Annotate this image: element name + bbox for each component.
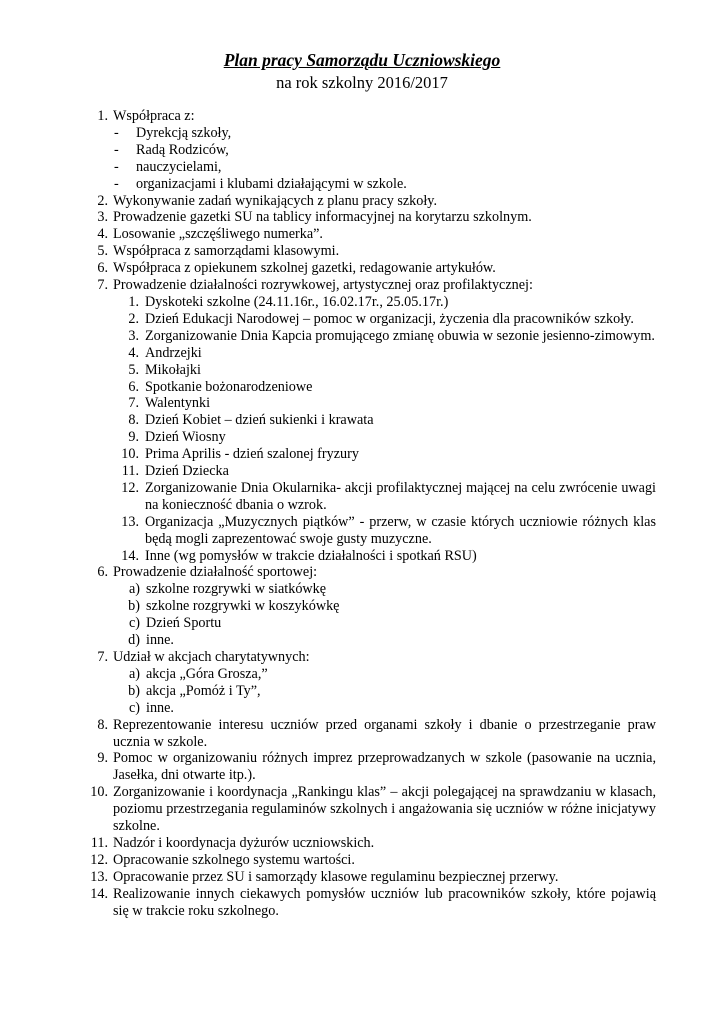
list-item-text: akcja „Pomóż i Ty”, bbox=[146, 682, 261, 699]
list-item bbox=[0, 632, 724, 649]
list-item-text: Udział w akcjach charytatywnych: bbox=[113, 649, 310, 665]
list-number: 1. bbox=[128, 293, 139, 310]
list-item bbox=[0, 835, 724, 852]
list-item-text: Inne (wg pomysłów w trakcie działalności i spotkań RSU) bbox=[145, 547, 477, 564]
list-item-text: Reprezentowanie interesu uczniów przed organami szkoły i dbanie o przestrzeganie praw ucznia w szkole. bbox=[113, 716, 656, 750]
list-item-text: Andrzejki bbox=[145, 344, 202, 361]
list-item-text: Opracowanie szkolnego systemu wartości. bbox=[113, 851, 355, 868]
list-item bbox=[0, 260, 724, 277]
list-item-text: Mikołajki bbox=[145, 361, 201, 378]
list-number: 6. bbox=[97, 260, 108, 277]
list-number: 8. bbox=[97, 716, 108, 733]
list-number: 9. bbox=[97, 750, 108, 767]
list-item bbox=[0, 514, 724, 548]
list-item-text: Radą Rodziców, bbox=[136, 141, 229, 158]
list-item bbox=[0, 700, 724, 717]
list-item-text: Pomoc w organizowaniu różnych imprez przeprowadzanych w szkole (pasowanie na ucznia, Jasełka, dni otwarte itp.). bbox=[113, 750, 656, 784]
list-item bbox=[0, 345, 724, 362]
list-item-text: Współpraca z opiekunem szkolnej gazetki, redagowanie artykułów. bbox=[113, 260, 496, 277]
list-item bbox=[0, 598, 724, 615]
list-item bbox=[0, 328, 724, 345]
list-item-text: Dzień Sportu bbox=[146, 615, 222, 632]
list-item bbox=[0, 852, 724, 869]
list-item-text: Organizacja „Muzycznych piątków” - przerw, w czasie których uczniowie różnych klas będą mogli zaprezentować swoje gusty muzyczne. bbox=[145, 513, 656, 547]
list-item-text: Dzień Edukacji Narodowej – pomoc w organizacji, życzenia dla pracowników szkoły. bbox=[145, 310, 634, 327]
list-item-text: Dzień Dziecka bbox=[145, 463, 229, 480]
plan-list bbox=[0, 108, 724, 920]
page-title: Plan pracy Samorządu Uczniowskiego bbox=[223, 50, 501, 70]
list-item bbox=[0, 548, 724, 565]
list-item-text: Opracowanie przez SU i samorządy klasowe regulaminu bezpiecznej przerwy. bbox=[113, 868, 559, 885]
list-number: 13. bbox=[121, 513, 139, 530]
list-number: 14. bbox=[121, 547, 139, 564]
list-number: 5. bbox=[128, 361, 139, 378]
list-item bbox=[0, 750, 724, 784]
list-item-text: inne. bbox=[146, 632, 174, 649]
list-item bbox=[0, 666, 724, 683]
list-item bbox=[0, 581, 724, 598]
list-item bbox=[0, 226, 724, 243]
list-number: 4. bbox=[128, 344, 139, 361]
list-number: 10. bbox=[90, 784, 108, 801]
list-number: 12. bbox=[90, 851, 108, 868]
list-number: 6. bbox=[128, 378, 139, 395]
list-number: 14. bbox=[90, 885, 108, 902]
list-bullet: - bbox=[114, 124, 119, 141]
list-item bbox=[0, 294, 724, 311]
list-item bbox=[0, 379, 724, 396]
list-number: 9. bbox=[128, 429, 139, 446]
list-item-text: Prowadzenie gazetki SU na tablicy informacyjnej na korytarzu szkolnym. bbox=[113, 209, 532, 226]
list-item bbox=[0, 159, 724, 176]
list-number: d) bbox=[128, 632, 140, 649]
list-item-text: Współpraca z: bbox=[113, 108, 195, 124]
list-item bbox=[0, 311, 724, 328]
list-item bbox=[0, 125, 724, 142]
list-number: 12. bbox=[121, 479, 139, 496]
list-item-text: Zorganizowanie i koordynacja „Rankingu klas” – akcji polegającej na sprawdzaniu w klasach, poziomu przestrzegania regulaminów szkolnych i angażowania się uczniów w różne inicjatywy szkolne. bbox=[113, 784, 656, 835]
list-item bbox=[0, 564, 724, 581]
list-number: 2. bbox=[128, 310, 139, 327]
list-item-text: Walentynki bbox=[145, 395, 211, 412]
list-item bbox=[0, 446, 724, 463]
list-item bbox=[0, 362, 724, 379]
list-item-text: Dzień Kobiet – dzień sukienki i krawata bbox=[145, 412, 374, 429]
list-item bbox=[0, 243, 724, 260]
list-item bbox=[0, 480, 724, 514]
list-number: 3. bbox=[97, 209, 108, 226]
list-item bbox=[0, 395, 724, 412]
list-item-text: Prowadzenie działalność sportowej: bbox=[113, 564, 318, 581]
list-number: 6. bbox=[97, 564, 108, 581]
list-item-text: organizacjami i klubami działającymi w szkole. bbox=[136, 175, 407, 192]
list-item-text: nauczycielami, bbox=[136, 158, 222, 175]
list-item bbox=[0, 277, 724, 294]
list-item-text: Dzień Wiosny bbox=[145, 429, 226, 446]
list-number: 1. bbox=[97, 108, 108, 124]
list-item bbox=[0, 108, 724, 125]
list-item bbox=[0, 142, 724, 159]
list-item bbox=[0, 886, 724, 920]
list-item-text: Dyrekcją szkoły, bbox=[136, 124, 232, 141]
list-number: 4. bbox=[97, 226, 108, 243]
list-bullet: - bbox=[114, 158, 119, 175]
list-item-text: Współpraca z samorządami klasowymi. bbox=[113, 243, 340, 260]
list-item-text: szkolne rozgrywki w koszykówkę bbox=[146, 598, 340, 615]
list-number: 11. bbox=[90, 834, 108, 851]
list-item-text: Zorganizowanie Dnia Kapcia promującego zmianę obuwia w sezonie jesienno-zimowym. bbox=[145, 327, 655, 344]
list-number: a) bbox=[128, 665, 140, 682]
list-item bbox=[0, 209, 724, 226]
list-item bbox=[0, 615, 724, 632]
list-number: b) bbox=[128, 598, 140, 615]
list-item-text: inne. bbox=[146, 699, 174, 716]
list-item-text: Spotkanie bożonarodzeniowe bbox=[145, 378, 313, 395]
list-item-text: Prima Aprilis - dzień szalonej fryzury bbox=[145, 446, 359, 463]
list-item-text: Nadzór i koordynacja dyżurów uczniowskich. bbox=[113, 834, 375, 851]
list-number: 7. bbox=[97, 649, 108, 665]
list-item bbox=[0, 176, 724, 193]
list-number: 10. bbox=[121, 446, 139, 463]
list-number: 11. bbox=[121, 463, 139, 480]
page-subtitle: na rok szkolny 2016/2017 bbox=[276, 73, 448, 92]
list-item-text: Prowadzenie działalności rozrywkowej, artystycznej oraz profilaktycznej: bbox=[113, 277, 533, 294]
list-number: 7. bbox=[97, 277, 108, 294]
list-number: c) bbox=[128, 615, 140, 632]
list-number: b) bbox=[128, 682, 140, 699]
list-item-text: Losowanie „szczęśliwego numerka”. bbox=[113, 226, 323, 243]
list-bullet: - bbox=[114, 175, 119, 192]
list-item bbox=[0, 784, 724, 835]
list-number: 7. bbox=[128, 395, 139, 412]
list-item-text: Dyskoteki szkolne (24.11.16r., 16.02.17r., 25.05.17r.) bbox=[145, 293, 449, 310]
list-item bbox=[0, 429, 724, 446]
list-item-text: szkolne rozgrywki w siatkówkę bbox=[146, 581, 327, 598]
list-number: 8. bbox=[128, 412, 139, 429]
list-number: 2. bbox=[97, 192, 108, 209]
list-number: a) bbox=[128, 581, 140, 598]
list-item bbox=[0, 463, 724, 480]
list-item-text: Wykonywanie zadań wynikających z planu pracy szkoły. bbox=[113, 192, 438, 209]
list-item bbox=[0, 193, 724, 210]
list-number: 5. bbox=[97, 243, 108, 260]
list-item-text: Zorganizowanie Dnia Okularnika- akcji profilaktycznej mającej na celu zwrócenie uwagi na konieczność dbania o wzrok. bbox=[145, 479, 656, 513]
list-number: 3. bbox=[128, 327, 139, 344]
list-bullet: - bbox=[114, 141, 119, 158]
list-item bbox=[0, 649, 724, 666]
list-item bbox=[0, 869, 724, 886]
list-item bbox=[0, 683, 724, 700]
list-item-text: akcja „Góra Grosza,” bbox=[146, 665, 268, 682]
list-number: 13. bbox=[90, 868, 108, 885]
list-number: c) bbox=[128, 699, 140, 716]
list-item-text: Realizowanie innych ciekawych pomysłów uczniów lub pracowników szkoły, które pojawią się w trakcie roku szkolnego. bbox=[113, 885, 656, 919]
list-item bbox=[0, 717, 724, 751]
list-item bbox=[0, 412, 724, 429]
